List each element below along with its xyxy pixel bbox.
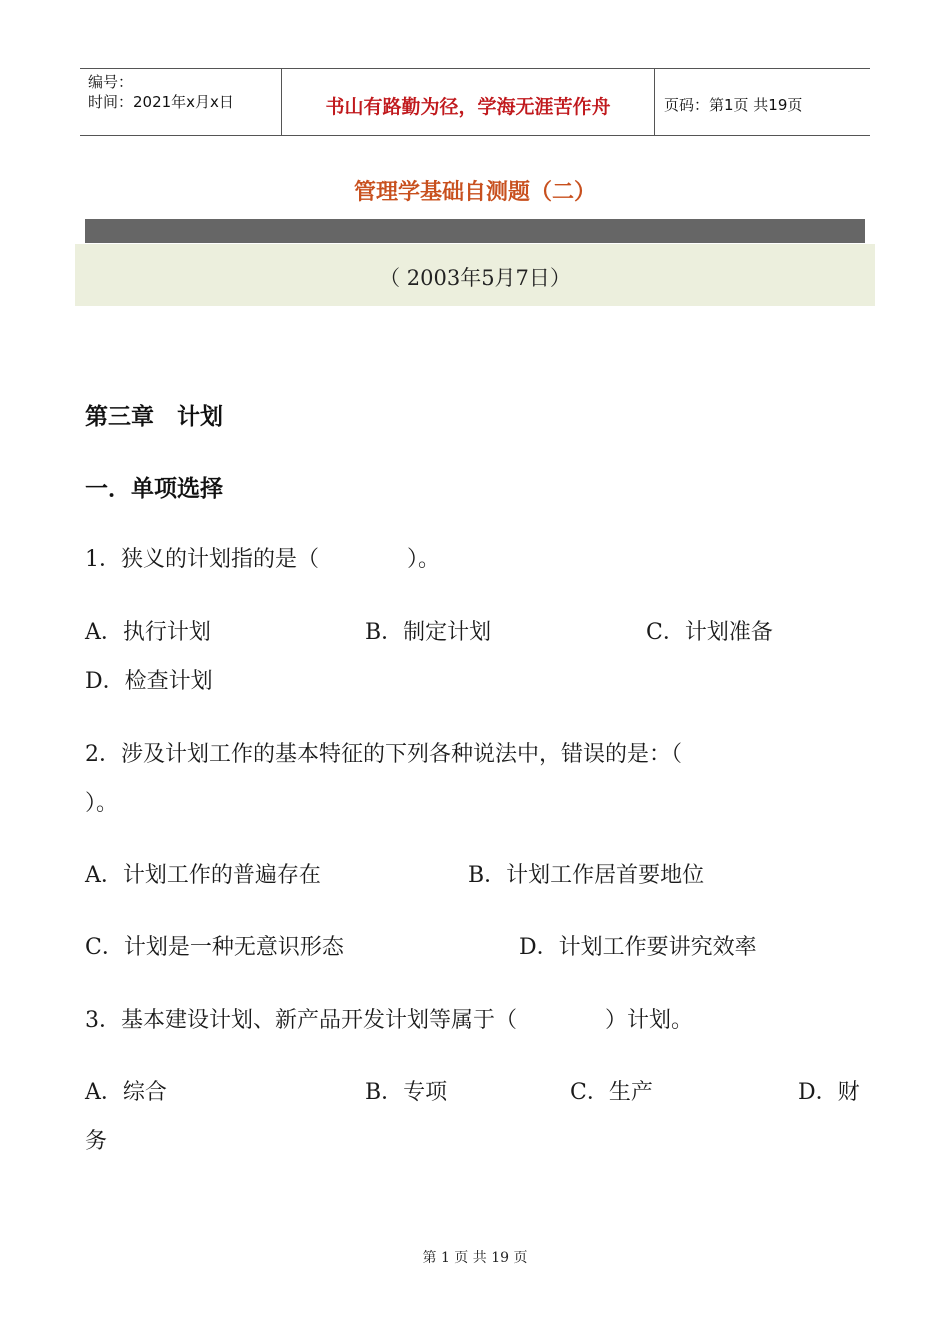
section-heading: 一．单项选择 xyxy=(85,476,223,502)
question-3-option-b: B．专项 xyxy=(365,1080,448,1105)
question-3-option-c: C．生产 xyxy=(570,1080,653,1105)
question-2-text: 2．涉及计划工作的基本特征的下列各种说法中，错误的是：（ xyxy=(85,742,682,767)
header-page-info: 页码：第1页 共19页 xyxy=(664,96,803,114)
header-top-rule xyxy=(80,68,870,69)
chapter-heading: 第三章 计划 xyxy=(85,404,223,430)
question-1-text: 1．狭义的计划指的是（ ）。 xyxy=(85,547,440,572)
date-text: （ 2003年5月7日） xyxy=(379,266,571,290)
question-1-option-d: D．检查计划 xyxy=(85,669,213,694)
question-3-option-d: D．财 xyxy=(798,1080,860,1105)
question-2-option-d: D．计划工作要讲究效率 xyxy=(519,935,757,960)
page-footer: 第 1 页 共 19 页 xyxy=(422,1250,528,1266)
header-time-label: 时间：2021年x月x日 xyxy=(88,93,234,111)
question-3-text: 3．基本建设计划、新产品开发计划等属于（ ）计划。 xyxy=(85,1008,693,1033)
header-number-label: 编号： xyxy=(88,73,134,91)
date-band xyxy=(75,244,875,306)
question-2-text-continued: ）。 xyxy=(85,791,119,816)
page-title: 管理学基础自测题（二） xyxy=(353,180,596,205)
question-3-option-d-continued: 务 xyxy=(85,1129,108,1154)
header-motto: 书山有路勤为径，学海无涯苦作舟 xyxy=(325,96,611,118)
question-1-option-a: A．执行计划 xyxy=(85,620,211,645)
header-bottom-rule xyxy=(80,135,870,136)
header-divider-right xyxy=(654,68,655,136)
question-1-option-c: C．计划准备 xyxy=(646,620,773,645)
question-2-option-b: B．计划工作居首要地位 xyxy=(468,863,705,888)
question-2-option-a: A．计划工作的普遍存在 xyxy=(85,863,321,888)
question-1-option-b: B．制定计划 xyxy=(365,620,492,645)
header-divider-left xyxy=(281,68,282,136)
title-divider-bar xyxy=(85,219,865,243)
question-3-option-a: A．综合 xyxy=(85,1080,167,1105)
question-2-option-c: C．计划是一种无意识形态 xyxy=(85,935,344,960)
